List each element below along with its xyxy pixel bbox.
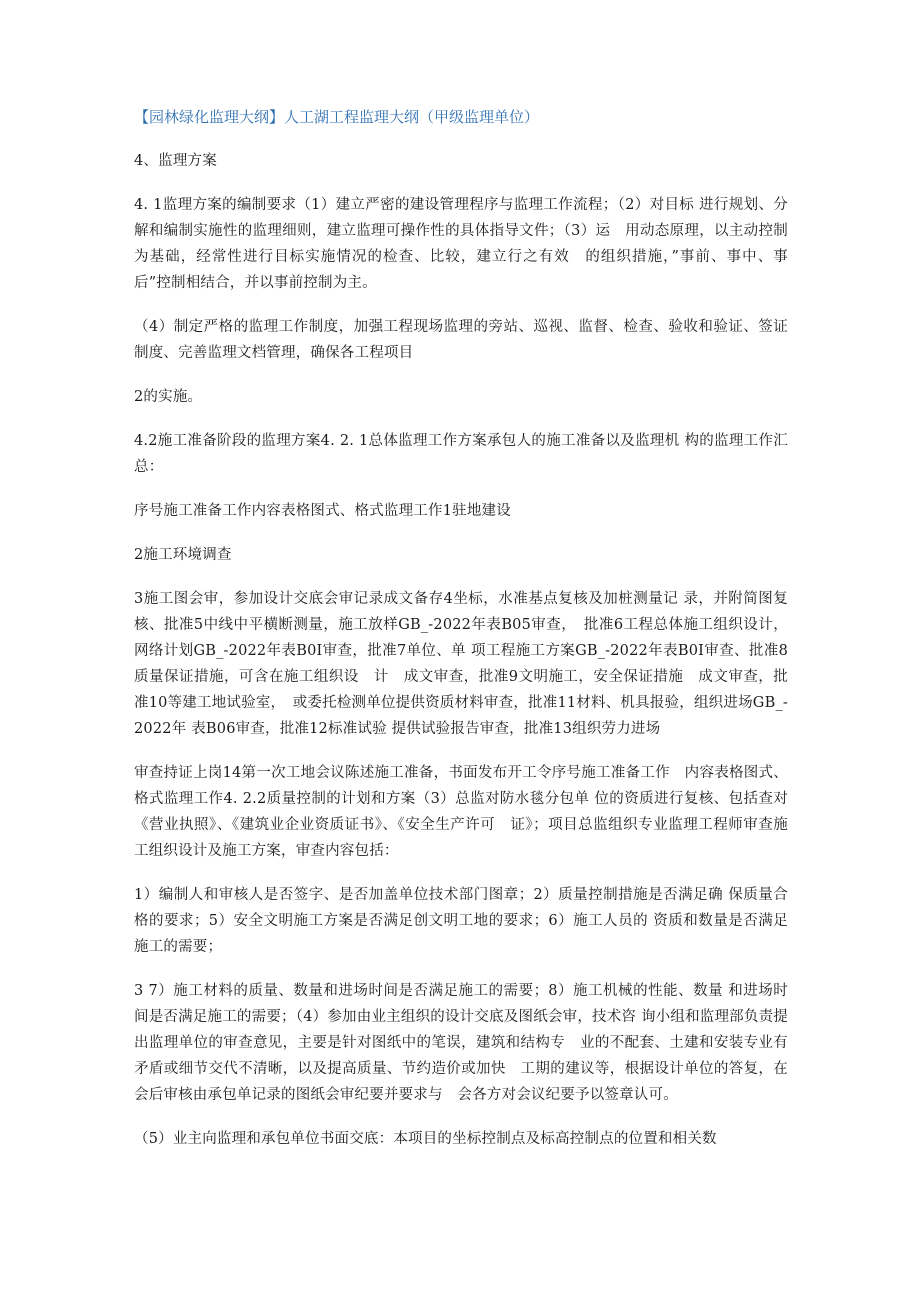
document-title: 【园林绿化监理大纲】人工湖工程监理大纲（甲级监理单位） [134, 108, 540, 126]
paragraph: （4）制定严格的监理工作制度，加强工程现场监理的旁站、巡视、监督、检查、验收和验证、签证制度、完善监理文档管理，确保各工程项目 [134, 319, 788, 361]
paragraph: 3施工图会审，参加设计交底会审记录成文备存4坐标，水准基点复核及加桩测量记 录，并附简图复核、批准5中线中平横断测量，施工放样GB_-2022年表B05审查， 批准6工程总体施工组织设计，网络计划GB_-2022年表B0I审查，批准7单位、单 项工程施工方案GB_-2022年表B0I审查、批准8质量保证措施，可含在施工组织设 计 成文审查，批准9文明施工，安全保证措施 成文审查，批准10等建工地试验室， 或委托检测单位提供资质材料审查，批准11材料、机具报验，组织进场GB_-2022年 表B06审查，批准12标准试验 提供试验报告审查，批准13组织劳力进场 [134, 591, 788, 737]
paragraph: 2的实施。 [134, 389, 203, 405]
section-heading: 4、监理方案 [134, 153, 217, 169]
paragraph: 审查持证上岗14第一次工地会议陈述施工准备，书面发布开工令序号施工准备工作 内容表格图式、格式监理工作4. 2.2质量控制的计划和方案（3）总监对防水毯分包单 位的资质进行复核、包括查对《营业执照》、《建筑业企业资质证书》、《安全生产许可 证》；项目总监组织专业监理工程师审查施工组织设计及施工方案，审查内容包括： [134, 765, 788, 859]
paragraph: 4.2施工准备阶段的监理方案4. 2. 1总体监理工作方案承包人的施工准备以及监理机 构的监理工作汇总： [134, 433, 788, 475]
paragraph: 3 7）施工材料的质量、数量和进场时间是否满足施工的需要；8）施工机械的性能、数量 和进场时间是否满足施工的需要；（4）参加由业主组织的设计交底及图纸会审，技术咨 询小组和监理部负责提出监理单位的审查意见，主要是针对图纸中的笔误，建筑和结构专 业的不配套、土建和安装专业有矛盾或细节交代不清晰，以及提高质量、节约造价或加快 工期的建议等，根据设计单位的答复，在会后审核由承包单记录的图纸会审纪要并要求与 会各方对会议纪要予以签章认可。 [134, 983, 788, 1103]
paragraph: 2施工环境调查 [134, 547, 232, 563]
document-page [134, 104, 788, 1170]
paragraph: 序号施工准备工作内容表格图式、格式监理工作1驻地建设 [134, 503, 511, 519]
paragraph: 1）编制人和审核人是否签字、是否加盖单位技术部门图章；2）质量控制措施是否满足确 保质量合格的要求；5）安全文明施工方案是否满足创文明工地的要求；6）施工人员的 资质和数量是否满足施工的需要； [134, 887, 788, 955]
paragraph: （5）业主向监理和承包单位书面交底：本项目的坐标控制点及标高控制点的位置和相关数 [134, 1131, 717, 1147]
paragraph: 4. 1监理方案的编制要求（1）建立严密的建设管理程序与监理工作流程；（2）对目标 进行规划、分解和编制实施性的监理细则，建立监理可操作性的具体指导文件；（3）运 用动态原理，以主动控制为基础，经常性进行目标实施情况的检查、比较，建立行之有效 的组织措施，”事前、事中、事后”控制相结合，并以事前控制为主。 [134, 197, 788, 291]
